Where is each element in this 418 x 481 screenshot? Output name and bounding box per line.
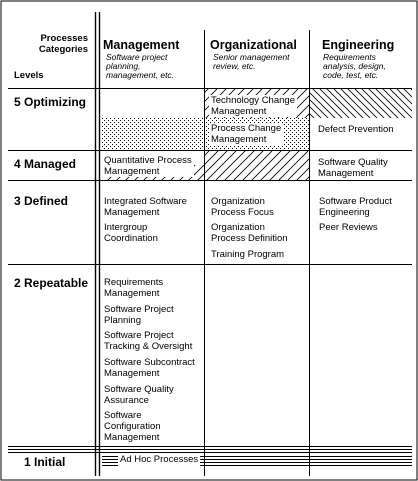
hatch-fill-eng-5 <box>310 89 412 118</box>
cell-defect-prevention: Defect Prevention <box>318 124 394 135</box>
categories-label: Processes Categories <box>38 33 88 55</box>
dotted-fill-mgmt-5 <box>102 118 204 150</box>
cell-software-quality-management: Software Quality Management <box>318 157 388 179</box>
level-label-optimizing: 5 Optimizing <box>14 95 86 109</box>
column-title-engineering: Engineering <box>322 38 395 52</box>
cell-integrated-software-management: Integrated Software Management <box>104 196 187 218</box>
column-title-management: Management <box>103 38 180 52</box>
level-label-initial: 1 Initial <box>24 455 66 469</box>
column-subtitle-management: Software project planning, management, etc. <box>106 52 175 80</box>
column-subtitle-organizational: Senior management review, etc. <box>213 52 290 71</box>
cell-software-project-tracking-oversight: Software Project Tracking & Oversight <box>104 330 193 352</box>
cell-software-product-engineering: Software Product Engineering <box>319 196 392 218</box>
cell-intergroup-coordination: Intergroup Coordination <box>104 222 158 244</box>
cell-quantitative-process-management: Quantitative Process Management <box>104 155 192 177</box>
cell-software-configuration-management: Software Configuration Management <box>104 410 161 443</box>
level-label-repeatable: 2 Repeatable <box>14 276 89 290</box>
column-subtitle-engineering: Requirements analysis, design, code, test, etc. <box>323 52 386 80</box>
column-title-organizational: Organizational <box>210 38 297 52</box>
cell-software-subcontract-management: Software Subcontract Management <box>104 357 195 379</box>
levels-label: Levels <box>14 70 44 81</box>
cell-organization-process-definition: Organization Process Definition <box>211 222 288 244</box>
cell-organization-process-focus: Organization Process Focus <box>211 196 274 218</box>
cell-ad-hoc-processes: Ad Hoc Processes <box>120 454 199 465</box>
cell-technology-change-management: Technology Change Management <box>211 95 295 117</box>
cell-requirements-management: Requirements Management <box>104 277 164 299</box>
hatch-fill-org-4 <box>205 151 309 180</box>
cell-process-change-management: Process Change Management <box>211 123 282 145</box>
level-label-defined: 3 Defined <box>14 194 69 208</box>
cell-software-quality-assurance: Software Quality Assurance <box>104 384 174 406</box>
cell-peer-reviews: Peer Reviews <box>319 222 378 233</box>
cell-software-project-planning: Software Project Planning <box>104 304 174 326</box>
level-label-managed: 4 Managed <box>14 157 77 171</box>
cell-training-program: Training Program <box>211 249 285 260</box>
